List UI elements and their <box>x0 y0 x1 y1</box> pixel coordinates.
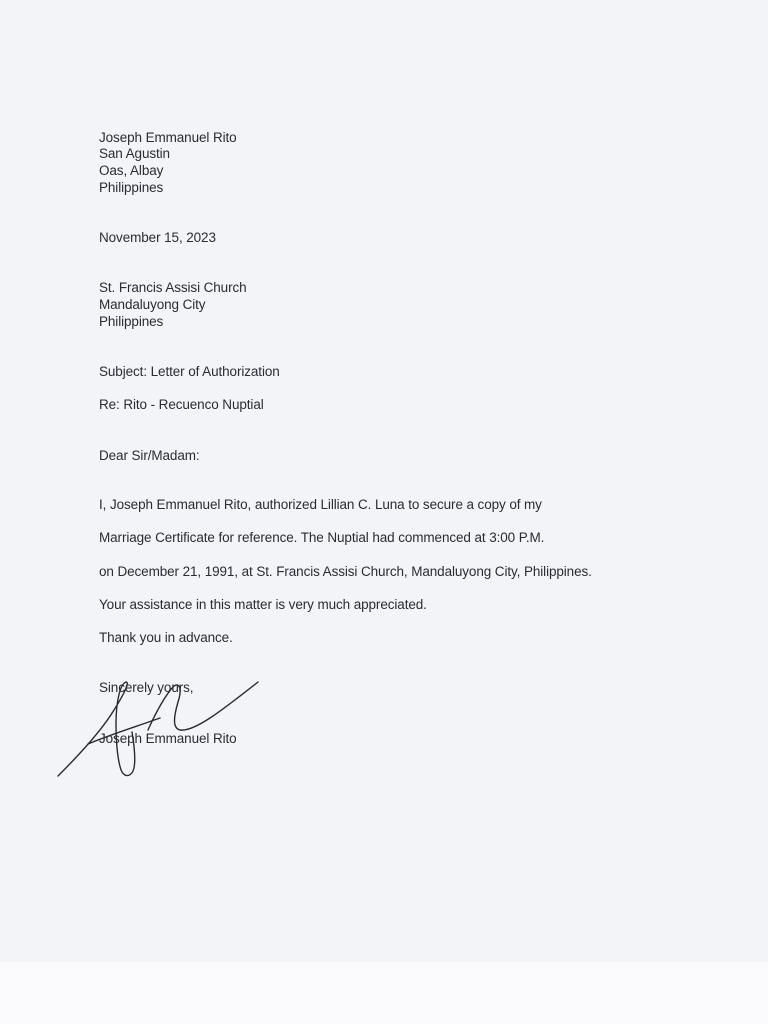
recipient-name: St. Francis Assisi Church <box>99 280 247 295</box>
subject-line: Subject: Letter of Authorization <box>99 364 280 379</box>
handwritten-signature <box>52 672 267 782</box>
signature-stroke-j <box>58 682 135 776</box>
letter-date: November 15, 2023 <box>99 230 216 245</box>
body-line-3: on December 21, 1991, at St. Francis Assisi Church, Mandaluyong City, Philippines. <box>99 564 592 579</box>
recipient-country: Philippines <box>99 314 164 329</box>
signature-stroke-e <box>148 682 258 730</box>
body-line-5: Thank you in advance. <box>99 630 233 645</box>
reference-line: Re: Rito - Recuenco Nuptial <box>99 397 264 412</box>
recipient-city: Mandaluyong City <box>99 297 206 312</box>
sender-name: Joseph Emmanuel Rito <box>99 130 237 145</box>
complimentary-close: Sincerely yours, <box>99 680 194 695</box>
page-bottom-strip <box>0 962 768 1024</box>
sender-address-line2: Oas, Albay <box>99 163 164 178</box>
sender-address-line1: San Agustin <box>99 146 170 161</box>
sender-country: Philippines <box>99 180 164 195</box>
signatory-name: Joseph Emmanuel Rito <box>99 731 237 746</box>
body-line-4: Your assistance in this matter is very much appreciated. <box>99 597 427 612</box>
body-line-1: I, Joseph Emmanuel Rito, authorized Lillian C. Luna to secure a copy of my <box>99 497 542 512</box>
body-line-2: Marriage Certificate for reference. The Nuptial had commenced at 3:00 P.M. <box>99 530 545 545</box>
salutation: Dear Sir/Madam: <box>99 448 200 463</box>
